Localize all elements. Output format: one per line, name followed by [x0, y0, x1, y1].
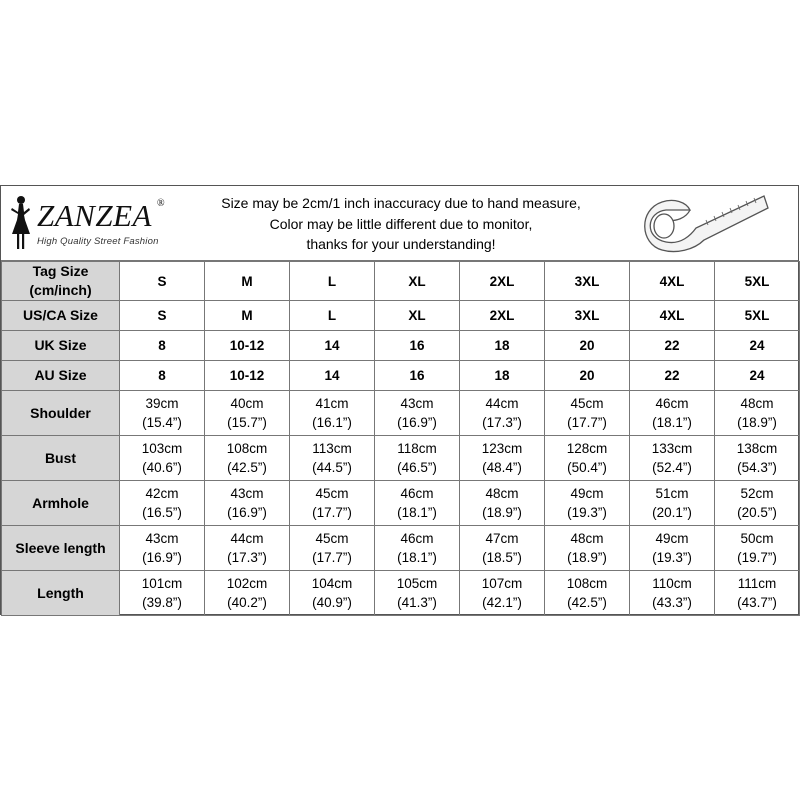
table-cell: 10-12 — [205, 361, 290, 391]
registered-mark: ® — [157, 198, 165, 209]
cell-cm: 101cm — [141, 576, 183, 591]
table-cell: 20 — [545, 361, 630, 391]
table-cell: 18 — [460, 361, 545, 391]
table-cell: 10-12 — [205, 331, 290, 361]
brand-tagline: High Quality Street Fashion — [37, 236, 159, 247]
cell-inch: (40.6”) — [142, 460, 182, 475]
row-header: Armhole — [2, 481, 120, 526]
cell-cm: 133cm — [651, 441, 693, 456]
measurement-notice — [191, 193, 611, 255]
table-cell — [715, 436, 800, 481]
row-header: UK Size — [2, 331, 120, 361]
cell-cm: 39cm — [145, 396, 179, 411]
cell-cm: 111cm — [737, 576, 777, 591]
cell-inch: (16.1”) — [312, 415, 352, 430]
cell-cm: 48cm — [485, 486, 519, 501]
cell-cm: 113cm — [312, 441, 352, 456]
cell-inch: (42.5”) — [227, 460, 267, 475]
cell-cm: 108cm — [226, 441, 268, 456]
table-cell — [120, 571, 205, 616]
table-cell — [460, 391, 545, 436]
cell-cm: 108cm — [566, 576, 608, 591]
cell-cm: 48cm — [570, 531, 604, 546]
table-cell — [715, 526, 800, 571]
measuring-tape-icon — [636, 190, 771, 256]
cell-inch: (17.7”) — [312, 550, 352, 565]
table-cell: 5XL — [715, 301, 800, 331]
cell-cm: 103cm — [141, 441, 183, 456]
table-row — [2, 481, 800, 526]
table-row — [2, 571, 800, 616]
cell-inch: (41.3”) — [397, 595, 437, 610]
notice-line: thanks for your understanding! — [306, 236, 496, 252]
table-row — [2, 391, 800, 436]
cell-inch: (18.5”) — [482, 550, 522, 565]
cell-inch: (39.8”) — [142, 595, 182, 610]
table-cell: S — [120, 262, 205, 301]
cell-cm: 110cm — [652, 576, 692, 591]
table-cell: M — [205, 301, 290, 331]
cell-inch: (19.3”) — [567, 505, 607, 520]
row-header: Tag Size (cm/inch) — [2, 262, 120, 301]
table-row — [2, 301, 800, 331]
cell-cm: 43cm — [145, 531, 179, 546]
cell-inch: (18.9”) — [567, 550, 607, 565]
table-cell — [205, 436, 290, 481]
table-cell: 18 — [460, 331, 545, 361]
table-cell: 22 — [630, 361, 715, 391]
table-cell: L — [290, 262, 375, 301]
cell-cm: 118cm — [397, 441, 437, 456]
cell-cm: 123cm — [481, 441, 523, 456]
table-cell: 20 — [545, 331, 630, 361]
cell-inch: (43.3”) — [652, 595, 692, 610]
table-cell — [120, 391, 205, 436]
cell-inch: (40.2”) — [227, 595, 267, 610]
table-cell — [290, 436, 375, 481]
cell-cm: 46cm — [400, 531, 434, 546]
cell-inch: (43.7”) — [737, 595, 777, 610]
table-cell — [545, 571, 630, 616]
table-cell — [290, 481, 375, 526]
row-header: Bust — [2, 436, 120, 481]
cell-inch: (42.5”) — [567, 595, 607, 610]
cell-inch: (20.1”) — [652, 505, 692, 520]
cell-cm: 41cm — [315, 396, 349, 411]
row-header: US/CA Size — [2, 301, 120, 331]
cell-cm: 43cm — [400, 396, 434, 411]
cell-cm: 45cm — [315, 531, 349, 546]
table-cell: XL — [375, 262, 460, 301]
table-cell: 4XL — [630, 301, 715, 331]
cell-inch: (17.3”) — [227, 550, 267, 565]
cell-inch: (44.5”) — [312, 460, 352, 475]
cell-cm: 50cm — [740, 531, 774, 546]
table-cell — [630, 391, 715, 436]
notice-line: Size may be 2cm/1 inch inaccuracy due to hand measure, — [221, 195, 581, 211]
table-cell — [545, 436, 630, 481]
size-chart — [0, 185, 799, 615]
table-cell: 4XL — [630, 262, 715, 301]
table-cell: 24 — [715, 361, 800, 391]
row-header: Sleeve length — [2, 526, 120, 571]
table-cell: 16 — [375, 361, 460, 391]
cell-cm: 45cm — [315, 486, 349, 501]
table-cell: XL — [375, 301, 460, 331]
cell-cm: 49cm — [570, 486, 604, 501]
table-row — [2, 436, 800, 481]
cell-inch: (16.5”) — [142, 505, 182, 520]
cell-inch: (18.1”) — [397, 505, 437, 520]
cell-inch: (18.1”) — [652, 415, 692, 430]
cell-inch: (20.5”) — [737, 505, 777, 520]
table-cell — [290, 571, 375, 616]
row-header: AU Size — [2, 361, 120, 391]
cell-inch: (18.9”) — [737, 415, 777, 430]
table-cell — [460, 481, 545, 526]
table-cell: M — [205, 262, 290, 301]
brand-logo — [7, 194, 177, 254]
table-cell — [375, 436, 460, 481]
table-cell — [290, 391, 375, 436]
cell-inch: (48.4”) — [482, 460, 522, 475]
table-cell: 16 — [375, 331, 460, 361]
cell-inch: (15.7”) — [227, 415, 267, 430]
cell-cm: 47cm — [485, 531, 519, 546]
table-cell — [375, 391, 460, 436]
cell-cm: 40cm — [230, 396, 264, 411]
cell-cm: 46cm — [400, 486, 434, 501]
cell-cm: 49cm — [655, 531, 689, 546]
cell-inch: (16.9”) — [227, 505, 267, 520]
table-cell — [120, 526, 205, 571]
table-cell: 24 — [715, 331, 800, 361]
cell-inch: (50.4”) — [567, 460, 607, 475]
row-header: Shoulder — [2, 391, 120, 436]
cell-cm: 44cm — [230, 531, 264, 546]
table-cell — [715, 481, 800, 526]
table-cell — [630, 481, 715, 526]
table-cell — [205, 391, 290, 436]
table-cell: 5XL — [715, 262, 800, 301]
cell-inch: (52.4”) — [652, 460, 692, 475]
table-row — [2, 331, 800, 361]
table-cell — [375, 571, 460, 616]
table-cell — [205, 526, 290, 571]
cell-cm: 51cm — [655, 486, 689, 501]
size-table — [1, 261, 800, 616]
cell-cm: 43cm — [230, 486, 264, 501]
table-row — [2, 262, 800, 301]
cell-inch: (18.1”) — [397, 550, 437, 565]
cell-inch: (17.7”) — [312, 505, 352, 520]
table-row — [2, 361, 800, 391]
cell-inch: (19.3”) — [652, 550, 692, 565]
cell-cm: 46cm — [655, 396, 689, 411]
cell-cm: 45cm — [570, 396, 604, 411]
table-cell — [460, 571, 545, 616]
cell-cm: 107cm — [481, 576, 523, 591]
table-cell — [375, 481, 460, 526]
cell-inch: (46.5”) — [397, 460, 437, 475]
table-cell — [545, 391, 630, 436]
cell-inch: (16.9”) — [142, 550, 182, 565]
table-cell: L — [290, 301, 375, 331]
table-cell — [375, 526, 460, 571]
table-cell — [715, 571, 800, 616]
table-cell — [120, 436, 205, 481]
table-cell: 2XL — [460, 262, 545, 301]
cell-cm: 48cm — [740, 396, 774, 411]
table-cell — [205, 571, 290, 616]
woman-silhouette-icon — [7, 194, 33, 252]
table-cell: S — [120, 301, 205, 331]
table-cell — [460, 436, 545, 481]
table-cell — [205, 481, 290, 526]
table-cell — [290, 526, 375, 571]
cell-inch: (15.4”) — [142, 415, 182, 430]
table-cell — [630, 526, 715, 571]
brand-name: ZANZEA — [37, 198, 152, 233]
table-cell — [460, 526, 545, 571]
cell-cm: 104cm — [311, 576, 353, 591]
table-cell — [715, 391, 800, 436]
table-cell: 3XL — [545, 262, 630, 301]
table-cell: 14 — [290, 331, 375, 361]
table-cell: 22 — [630, 331, 715, 361]
cell-cm: 102cm — [226, 576, 268, 591]
table-cell — [545, 481, 630, 526]
cell-inch: (17.7”) — [567, 415, 607, 430]
cell-cm: 52cm — [740, 486, 774, 501]
table-cell — [545, 526, 630, 571]
table-cell — [120, 481, 205, 526]
table-cell: 14 — [290, 361, 375, 391]
table-cell: 8 — [120, 331, 205, 361]
cell-cm: 105cm — [396, 576, 438, 591]
cell-inch: (19.7”) — [737, 550, 777, 565]
cell-inch: (17.3”) — [482, 415, 522, 430]
chart-header — [1, 186, 798, 261]
table-row — [2, 526, 800, 571]
table-cell — [630, 571, 715, 616]
notice-line: Color may be little different due to monitor, — [269, 215, 533, 232]
table-cell: 8 — [120, 361, 205, 391]
table-cell: 2XL — [460, 301, 545, 331]
cell-inch: (54.3”) — [737, 460, 777, 475]
table-cell: 3XL — [545, 301, 630, 331]
row-header: Length — [2, 571, 120, 616]
cell-cm: 42cm — [145, 486, 179, 501]
cell-inch: (16.9”) — [397, 415, 437, 430]
cell-cm: 138cm — [736, 441, 778, 456]
cell-cm: 44cm — [485, 396, 519, 411]
table-cell — [630, 436, 715, 481]
cell-inch: (18.9”) — [482, 505, 522, 520]
cell-inch: (40.9”) — [312, 595, 352, 610]
cell-inch: (42.1”) — [482, 595, 522, 610]
cell-cm: 128cm — [566, 441, 608, 456]
